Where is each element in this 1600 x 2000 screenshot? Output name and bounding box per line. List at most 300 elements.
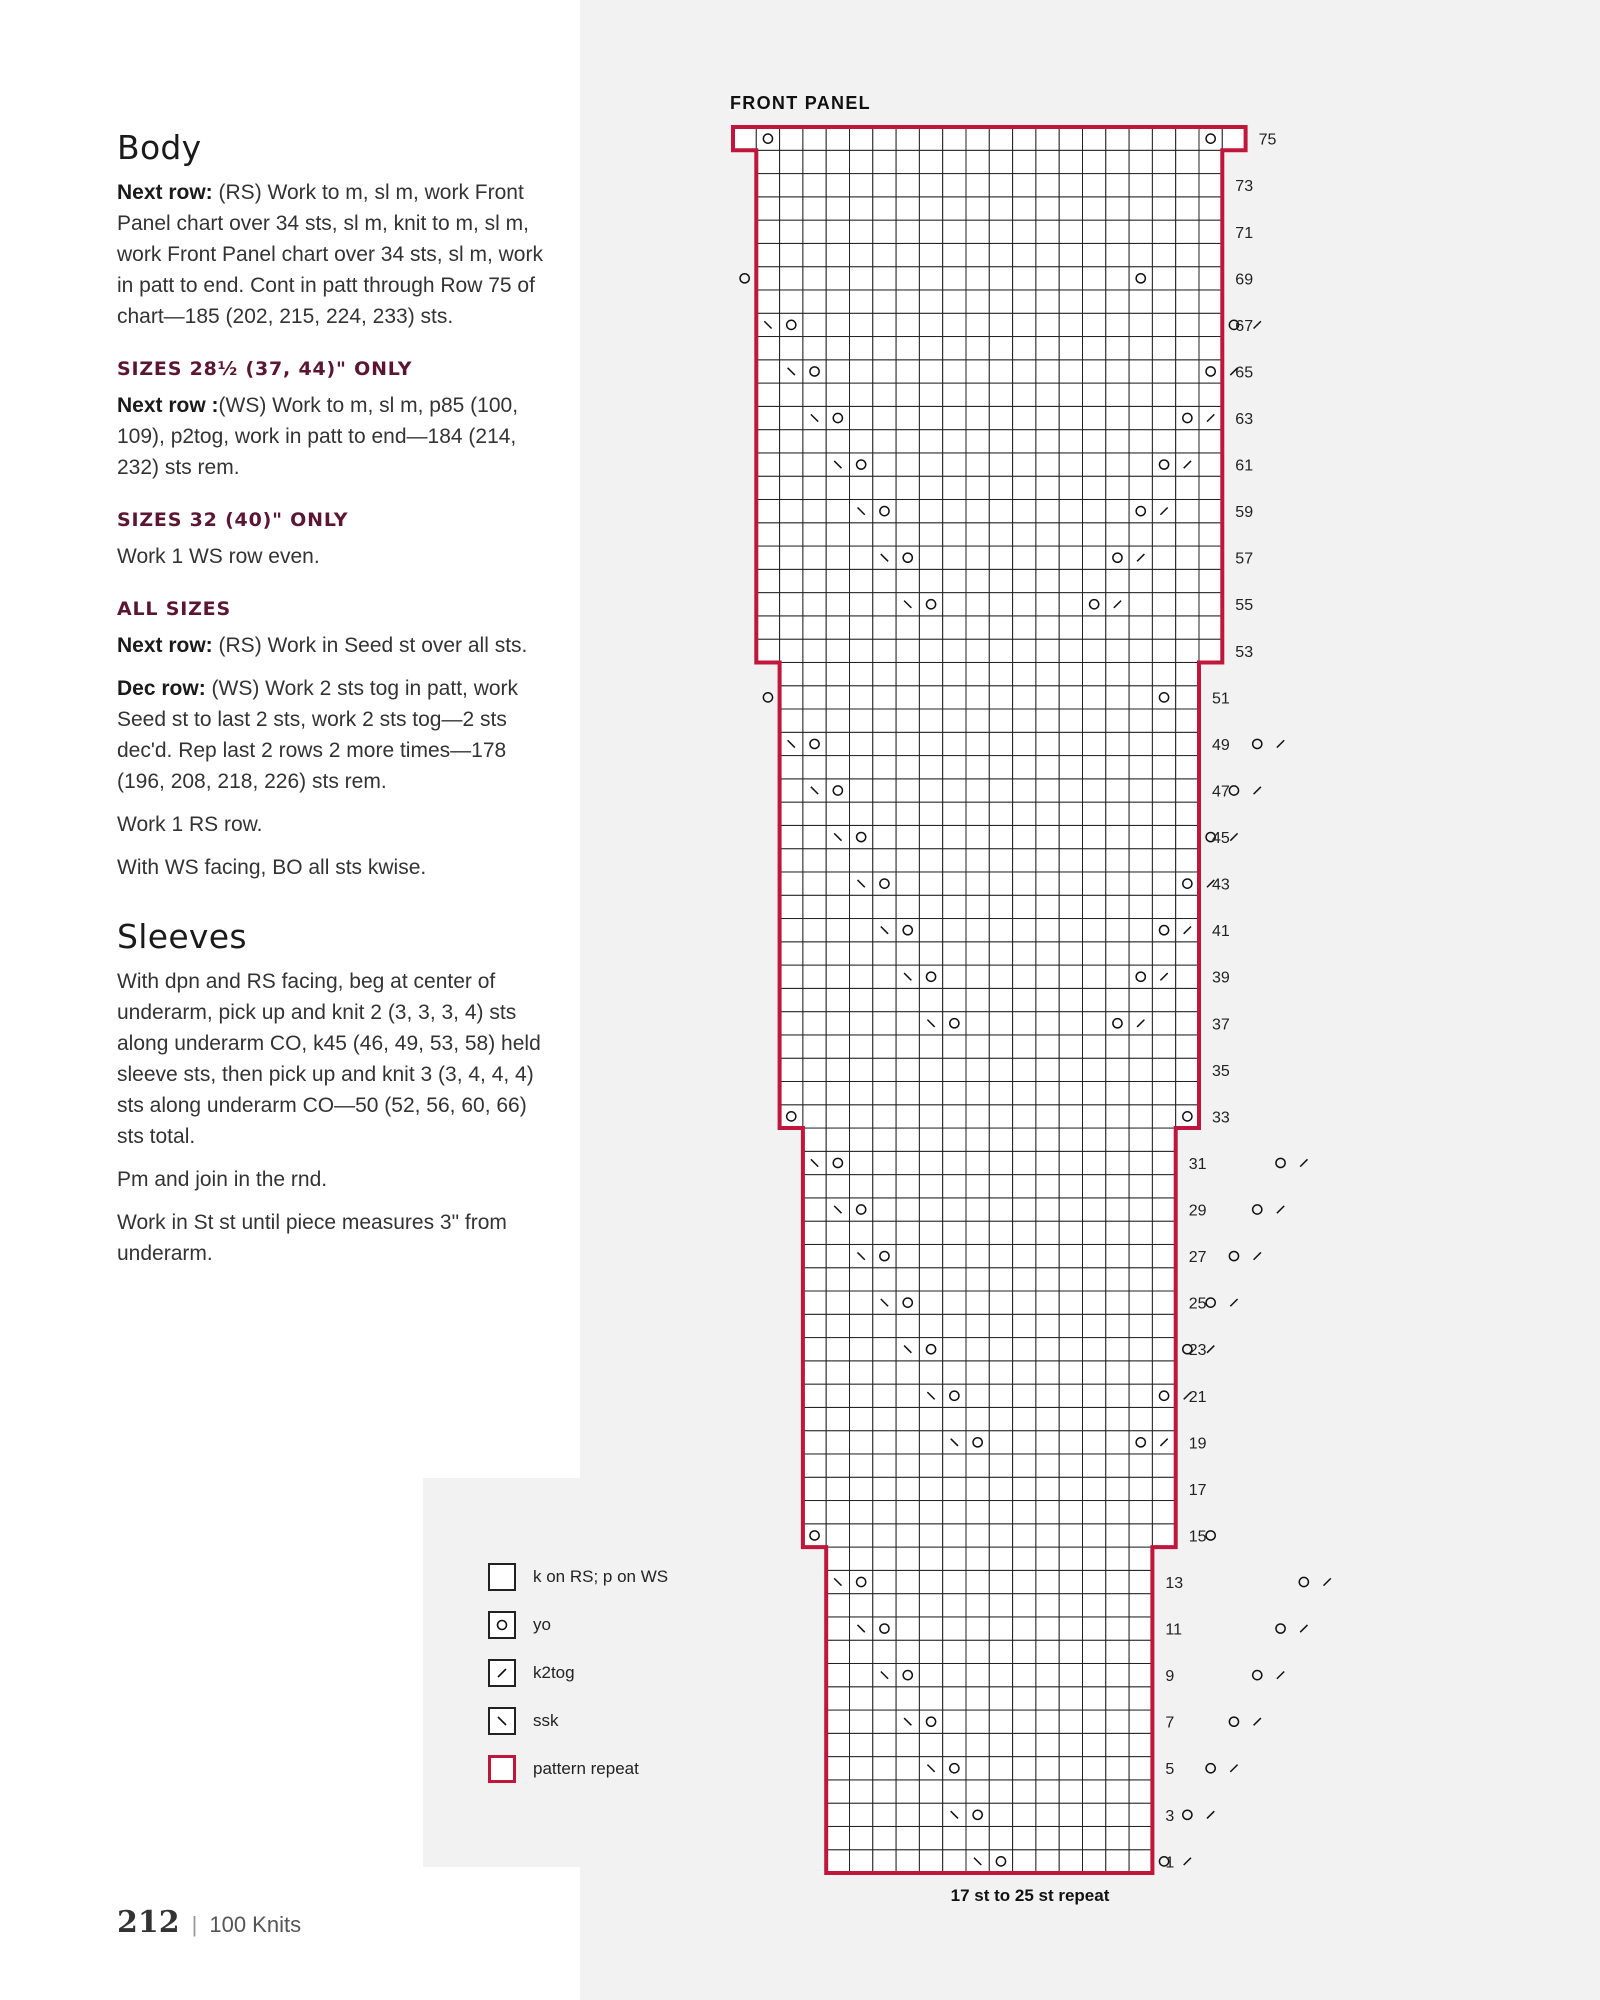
chart-cell [943, 1151, 966, 1174]
chart-cell [1083, 1570, 1106, 1593]
chart-cell [896, 1081, 919, 1104]
chart-cell [1083, 430, 1106, 453]
chart-cell [919, 1128, 942, 1151]
chart-cell [896, 1244, 919, 1267]
chart-cell [826, 686, 849, 709]
chart-cell [780, 662, 803, 685]
chart-cell [943, 1244, 966, 1267]
chart-cell [989, 337, 1012, 360]
chart-cell [943, 1477, 966, 1500]
chart-cell [919, 1640, 942, 1663]
chart-cell [989, 406, 1012, 429]
chart-cell [1106, 1663, 1129, 1686]
chart-cell [1176, 220, 1199, 243]
chart-cell [919, 1477, 942, 1500]
chart-cell [989, 1733, 1012, 1756]
chart-cell [850, 150, 873, 173]
chart-cell [966, 686, 989, 709]
body-heading: Body [117, 128, 202, 167]
chart-cell [943, 779, 966, 802]
row-number: 33 [1212, 1109, 1230, 1127]
chart-cell [896, 1501, 919, 1524]
row-number: 73 [1235, 178, 1254, 196]
chart-cell [756, 616, 779, 639]
chart-cell [1176, 197, 1199, 220]
chart-cell [826, 1501, 849, 1524]
chart-cell [850, 197, 873, 220]
chart-cell [1083, 406, 1106, 429]
chart-cell [1106, 197, 1129, 220]
chart-cell [873, 453, 896, 476]
chart-cell [826, 1431, 849, 1454]
chart-cell [919, 1175, 942, 1198]
chart-cell [826, 430, 849, 453]
chart-cell [1129, 174, 1152, 197]
chart-cell [1083, 732, 1106, 755]
chart-cell [989, 895, 1012, 918]
chart-cell [1106, 919, 1129, 942]
chart-cell [826, 1850, 849, 1873]
chart-cell [1129, 1081, 1152, 1104]
chart-cell [1106, 1710, 1129, 1733]
chart-cell [1013, 220, 1036, 243]
chart-cell [826, 337, 849, 360]
chart-cell [1036, 1803, 1059, 1826]
chart-cell [803, 174, 826, 197]
chart-cell [826, 406, 849, 429]
chart-cell [1176, 337, 1199, 360]
chart-cell [1036, 1338, 1059, 1361]
chart-cell [1176, 1012, 1199, 1035]
chart-cell [873, 1244, 896, 1267]
chart-cell [1013, 662, 1036, 685]
chart-cell [896, 662, 919, 685]
chart-cell [1013, 546, 1036, 569]
chart-cell [989, 1012, 1012, 1035]
chart-cell [1036, 616, 1059, 639]
chart-cell [826, 1524, 849, 1547]
chart-cell [943, 1105, 966, 1128]
chart-cell [1013, 942, 1036, 965]
chart-cell [1036, 1757, 1059, 1780]
chart-cell [966, 1826, 989, 1849]
chart-cell [896, 360, 919, 383]
chart-cell [1036, 1850, 1059, 1873]
k2tog-symbol [1207, 1811, 1214, 1818]
chart-cell [919, 732, 942, 755]
chart-cell [966, 1570, 989, 1593]
chart-cell [850, 1780, 873, 1803]
chart-cell [803, 1175, 826, 1198]
chart-cell [1013, 476, 1036, 499]
chart-cell [989, 639, 1012, 662]
chart-cell [919, 313, 942, 336]
chart-cell [873, 662, 896, 685]
chart-cell [803, 942, 826, 965]
chart-cell [826, 1128, 849, 1151]
chart-cell [1083, 1431, 1106, 1454]
chart-cell [803, 360, 826, 383]
chart-cell [850, 337, 873, 360]
chart-cell [1059, 1663, 1082, 1686]
chart-cell [1013, 1058, 1036, 1081]
chart-cell [1129, 1291, 1152, 1314]
k2tog-symbol [1277, 740, 1284, 747]
all-sizes-heading: ALL SIZES [117, 598, 231, 620]
chart-cell [1036, 1501, 1059, 1524]
chart-cell [1013, 849, 1036, 872]
chart-cell [803, 1268, 826, 1291]
chart-cell [1083, 174, 1106, 197]
chart-cell [826, 290, 849, 313]
chart-cell [896, 127, 919, 150]
chart-cell [1059, 732, 1082, 755]
chart-cell [1199, 313, 1222, 336]
chart-cell [1129, 267, 1152, 290]
chart-cell [826, 313, 849, 336]
chart-cell [826, 569, 849, 592]
chart-cell [1106, 616, 1129, 639]
chart-cell [873, 476, 896, 499]
chart-cell [826, 1058, 849, 1081]
chart-cell [1036, 1431, 1059, 1454]
chart-cell [919, 942, 942, 965]
chart-cell [1129, 1128, 1152, 1151]
chart-cell [826, 1710, 849, 1733]
chart-cell [1083, 197, 1106, 220]
chart-cell [919, 430, 942, 453]
chart-cell [850, 360, 873, 383]
chart-cell [803, 1524, 826, 1547]
chart-cell [966, 499, 989, 522]
chart-cell [1059, 1617, 1082, 1640]
chart-cell [780, 616, 803, 639]
chart-cell [1106, 849, 1129, 872]
chart-cell [896, 849, 919, 872]
chart-cell [1013, 337, 1036, 360]
chart-cell [803, 476, 826, 499]
chart-cell [1176, 174, 1199, 197]
chart-cell [756, 406, 779, 429]
chart-cell [1059, 965, 1082, 988]
chart-cell [873, 1035, 896, 1058]
chart-cell [943, 1175, 966, 1198]
yo-symbol [1299, 1577, 1308, 1586]
chart-cell [1036, 1780, 1059, 1803]
chart-cell [873, 1128, 896, 1151]
chart-cell [1013, 1757, 1036, 1780]
chart-cell [1152, 1338, 1175, 1361]
chart-cell [1083, 1640, 1106, 1663]
chart-cell [919, 662, 942, 685]
chart-cell [1013, 779, 1036, 802]
chart-cell [943, 802, 966, 825]
chart-cell [850, 267, 873, 290]
chart-cell [943, 150, 966, 173]
chart-cell [1059, 499, 1082, 522]
chart-cell [1106, 1757, 1129, 1780]
chart-cell [1129, 290, 1152, 313]
chart-cell [803, 732, 826, 755]
chart-cell [919, 779, 942, 802]
chart-cell [1036, 150, 1059, 173]
chart-cell [1176, 267, 1199, 290]
chart-cell [919, 1081, 942, 1104]
chart-cell [943, 756, 966, 779]
chart-cell [943, 942, 966, 965]
chart-cell [919, 1407, 942, 1430]
chart-cell [1199, 523, 1222, 546]
chart-cell [1083, 290, 1106, 313]
chart-cell [803, 1244, 826, 1267]
chart-cell [989, 499, 1012, 522]
row-number: 75 [1258, 131, 1277, 149]
chart-cell [756, 593, 779, 616]
chart-cell [1083, 825, 1106, 848]
chart-cell [1176, 779, 1199, 802]
chart-cell [873, 756, 896, 779]
chart-cell [1106, 1617, 1129, 1640]
chart-cell [966, 243, 989, 266]
all-sizes-dec-row: Dec row: (WS) Work 2 sts tog in patt, work Seed st to last 2 sts, work 2 sts tog—2 sts dec'd. Rep last 2 rows 2 more times—178 (196, 208, 218, 226) sts rem. [117, 677, 519, 793]
chart-cell [989, 290, 1012, 313]
chart-cell [919, 1710, 942, 1733]
chart-cell [966, 756, 989, 779]
empty-square-icon [488, 1563, 516, 1591]
k2tog-symbol [1230, 833, 1237, 840]
chart-cell [873, 290, 896, 313]
chart-cell [896, 1058, 919, 1081]
chart-cell [1059, 1547, 1082, 1570]
chart-cell [1106, 662, 1129, 685]
chart-cell [1083, 1081, 1106, 1104]
chart-cell [919, 1291, 942, 1314]
chart-cell [1083, 709, 1106, 732]
chart-cell [1083, 1780, 1106, 1803]
chart-cell [873, 593, 896, 616]
chart-cell [733, 127, 756, 150]
chart-cell [850, 849, 873, 872]
chart-cell [1013, 1826, 1036, 1849]
chart-cell [1152, 1175, 1175, 1198]
chart-cell [1083, 127, 1106, 150]
row-number: 59 [1235, 504, 1254, 522]
chart-cell [1036, 825, 1059, 848]
k2tog-symbol [1254, 321, 1261, 328]
chart-cell [966, 1338, 989, 1361]
chart-cell [966, 127, 989, 150]
chart-cell [780, 1035, 803, 1058]
chart-cell [803, 895, 826, 918]
chart-cell [1129, 709, 1152, 732]
chart-cell [1083, 337, 1106, 360]
chart-cell [1036, 709, 1059, 732]
chart-cell [1036, 1198, 1059, 1221]
chart-cell [989, 1151, 1012, 1174]
chart-cell [919, 453, 942, 476]
chart-cell [1013, 1733, 1036, 1756]
chart-cell [1083, 965, 1106, 988]
chart-cell [1176, 732, 1199, 755]
row-number: 21 [1188, 1388, 1207, 1406]
chart-cell [1129, 779, 1152, 802]
row-number: 3 [1165, 1807, 1175, 1825]
chart-cell [943, 499, 966, 522]
chart-cell [989, 1058, 1012, 1081]
chart-cell [873, 267, 896, 290]
chart-cell [1106, 1687, 1129, 1710]
chart-cell [1152, 825, 1175, 848]
chart-cell [780, 988, 803, 1011]
chart-cell [1013, 1151, 1036, 1174]
chart-cell [1152, 872, 1175, 895]
chart-cell [803, 686, 826, 709]
footer-separator: | [191, 1912, 198, 1937]
chart-cell [1152, 476, 1175, 499]
chart-cell [826, 756, 849, 779]
chart-cell [850, 1431, 873, 1454]
k2tog-symbol [1254, 1718, 1261, 1725]
chart-cell [850, 639, 873, 662]
chart-cell [1152, 150, 1175, 173]
chart-cell [1106, 1221, 1129, 1244]
chart-cell [1059, 1198, 1082, 1221]
chart-cell [1129, 825, 1152, 848]
chart-cell [896, 1035, 919, 1058]
chart-cell [756, 150, 779, 173]
chart-cell [989, 1081, 1012, 1104]
chart-cell [943, 476, 966, 499]
chart-cell [966, 174, 989, 197]
chart-cell [1013, 1338, 1036, 1361]
chart-cell [896, 1314, 919, 1337]
chart-cell [966, 197, 989, 220]
chart-cell [1176, 150, 1199, 173]
chart-cell [1059, 546, 1082, 569]
chart-cell [803, 965, 826, 988]
chart-cell [989, 476, 1012, 499]
chart-cell [1129, 1105, 1152, 1128]
chart-cell [943, 383, 966, 406]
chart-cell [826, 1803, 849, 1826]
chart-cell [1129, 756, 1152, 779]
chart-cell [850, 1803, 873, 1826]
chart-cell [826, 639, 849, 662]
chart-cell [1036, 1175, 1059, 1198]
chart-cell [896, 220, 919, 243]
chart-cell [1083, 1175, 1106, 1198]
chart-cell [989, 313, 1012, 336]
chart-cell [803, 1477, 826, 1500]
chart-cell [1059, 1524, 1082, 1547]
chart-cell [1152, 313, 1175, 336]
chart-cell [896, 709, 919, 732]
chart-cell [1106, 1594, 1129, 1617]
chart-cell [1059, 616, 1082, 639]
chart-cell [1106, 1733, 1129, 1756]
chart-cell [826, 1151, 849, 1174]
chart-cell [803, 569, 826, 592]
chart-cell [1059, 1477, 1082, 1500]
chart-cell [989, 709, 1012, 732]
chart-cell [1083, 1803, 1106, 1826]
yo-symbol [1253, 739, 1262, 748]
chart-cell [989, 988, 1012, 1011]
chart-cell [803, 453, 826, 476]
chart-cell [1129, 965, 1152, 988]
chart-cell [873, 872, 896, 895]
chart-cell [873, 849, 896, 872]
chart-cell [943, 639, 966, 662]
chart-cell [943, 1221, 966, 1244]
chart-cell [966, 313, 989, 336]
chart-cell [1176, 616, 1199, 639]
chart-cell [943, 1361, 966, 1384]
chart-cell [826, 1105, 849, 1128]
chart-cell [850, 1012, 873, 1035]
chart-cell [1083, 1244, 1106, 1267]
row-number: 37 [1212, 1016, 1230, 1034]
chart-cell [943, 988, 966, 1011]
chart-cell [873, 988, 896, 1011]
chart-cell [1059, 569, 1082, 592]
chart-cell [850, 779, 873, 802]
chart-cell [873, 1524, 896, 1547]
chart-cell [873, 1407, 896, 1430]
chart-cell [1013, 1384, 1036, 1407]
chart-cell [1036, 639, 1059, 662]
chart-cell [1036, 406, 1059, 429]
chart-cell [780, 825, 803, 848]
chart-cell [850, 243, 873, 266]
chart-cell [1129, 639, 1152, 662]
chart-cell [1176, 965, 1199, 988]
yo-symbol [1276, 1624, 1285, 1633]
chart-cell [1129, 1826, 1152, 1849]
chart-cell [1059, 150, 1082, 173]
chart-cell [966, 779, 989, 802]
chart-cell [943, 1291, 966, 1314]
chart-cell [943, 872, 966, 895]
sleeves-p1: With dpn and RS facing, beg at center of underarm, pick up and knit 2 (3, 3, 3, 4) sts along underarm CO, k45 (46, 49, 53, 58) held sleeve sts, then pick up and knit 3 (3, 4, 4, 4) sts along underarm CO—50 (52, 56, 60, 66) sts total. [117, 970, 541, 1148]
chart-cell [1036, 546, 1059, 569]
chart-cell [966, 732, 989, 755]
chart-cell [1129, 1687, 1152, 1710]
legend-item-knit: k on RS; p on WS [488, 1553, 668, 1601]
row-number: 45 [1212, 830, 1230, 848]
chart-cell [943, 1617, 966, 1640]
chart-cell [850, 1268, 873, 1291]
chart-cell [1083, 313, 1106, 336]
chart-cell [919, 127, 942, 150]
chart-cell [1013, 1105, 1036, 1128]
chart-cell [1152, 127, 1175, 150]
chart-cell [919, 1035, 942, 1058]
chart-cell [1059, 593, 1082, 616]
chart-cell [780, 756, 803, 779]
chart-cell [966, 1757, 989, 1780]
chart-cell [943, 1594, 966, 1617]
chart-cell [850, 709, 873, 732]
chart-cell [1036, 197, 1059, 220]
chart-cell [919, 337, 942, 360]
chart-cell [1083, 1594, 1106, 1617]
chart-cell [850, 1570, 873, 1593]
chart-cell [966, 849, 989, 872]
chart-cell [780, 476, 803, 499]
chart-cell [919, 639, 942, 662]
k2tog-icon [488, 1659, 516, 1687]
